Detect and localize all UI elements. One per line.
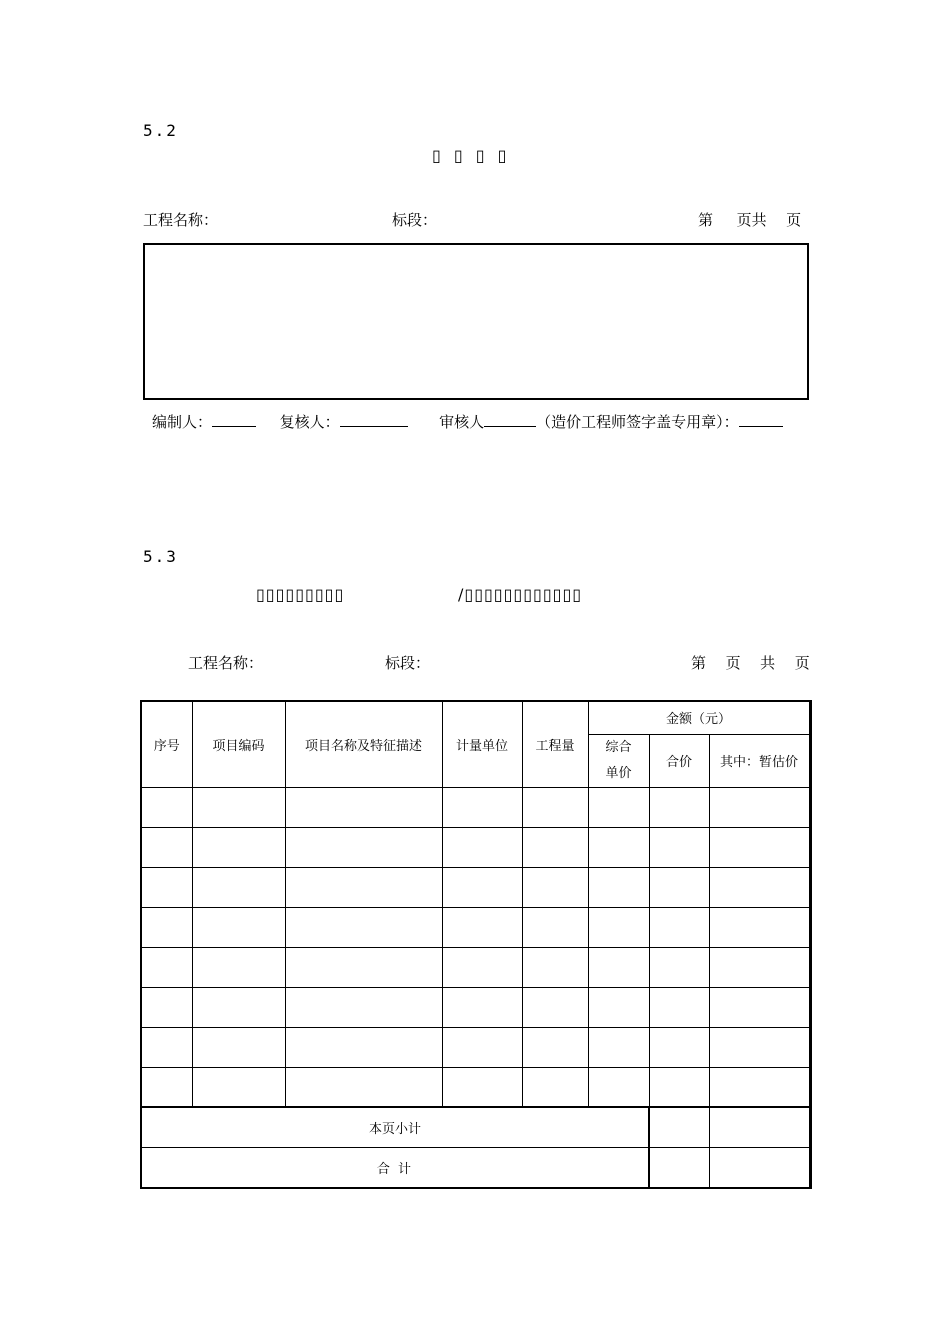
table-cell[interactable] (588, 867, 649, 907)
table-cell[interactable] (442, 907, 522, 947)
compiler-field[interactable] (212, 412, 256, 427)
header-total-price: 合价 (649, 734, 709, 787)
table-cell[interactable] (285, 907, 442, 947)
table-cell[interactable] (709, 1067, 810, 1107)
header-name: 项目名称及特征描述 (285, 701, 442, 787)
auditor-field[interactable] (484, 412, 536, 427)
table-cell[interactable] (709, 787, 810, 827)
table-row (141, 1027, 810, 1067)
table-cell[interactable] (649, 787, 709, 827)
total-label: 合 计 (141, 1147, 649, 1188)
subtotal-total-cell[interactable] (649, 1107, 709, 1147)
header-amount-group: 金额（元） (588, 701, 810, 734)
table-cell[interactable] (442, 867, 522, 907)
table-cell[interactable] (522, 1027, 588, 1067)
table-cell[interactable] (442, 827, 522, 867)
header-unit-price-line2: 单价 (605, 765, 632, 781)
page-label-di: 第 (698, 211, 714, 229)
total-row (141, 1147, 810, 1188)
subtotal-label: 本页小计 (141, 1107, 649, 1147)
table-cell[interactable] (649, 1027, 709, 1067)
table-cell[interactable] (522, 827, 588, 867)
table-cell[interactable] (649, 947, 709, 987)
table-row (141, 787, 810, 827)
table-cell[interactable] (522, 987, 588, 1027)
reviewer-field[interactable] (340, 412, 408, 427)
page-label-ye: 页 (786, 211, 802, 229)
table-cell[interactable] (649, 867, 709, 907)
table-cell[interactable] (588, 1027, 649, 1067)
table-row (141, 907, 810, 947)
table-cell[interactable] (522, 947, 588, 987)
table-cell[interactable] (709, 907, 810, 947)
table-cell[interactable] (192, 947, 285, 987)
table-cell[interactable] (649, 1067, 709, 1107)
section-title-5-3-left: ▯▯▯▯▯▯▯▯▯ (256, 585, 345, 604)
table-cell[interactable] (192, 1027, 285, 1067)
table-cell[interactable] (141, 907, 192, 947)
reviewer-label: 复核人： (279, 413, 340, 431)
total-provisional-cell[interactable] (709, 1147, 810, 1188)
table-row (141, 1067, 810, 1107)
section-number-5-3: 5.3 (143, 547, 178, 566)
table-cell[interactable] (192, 827, 285, 867)
table-cell[interactable] (588, 787, 649, 827)
section-title-5-2: ▯ ▯ ▯ ▯ (432, 146, 511, 165)
table-cell[interactable] (285, 987, 442, 1027)
table-cell[interactable] (709, 987, 810, 1027)
header-unit-price-line1: 综合 (605, 739, 632, 755)
table-cell[interactable] (522, 907, 588, 947)
table-cell[interactable] (649, 827, 709, 867)
table-cell[interactable] (588, 987, 649, 1027)
table-row (141, 867, 810, 907)
table-cell[interactable] (649, 907, 709, 947)
table-cell[interactable] (141, 1027, 192, 1067)
table-cell[interactable] (141, 947, 192, 987)
header-qty: 工程量 (522, 701, 588, 787)
seal-field[interactable] (739, 412, 783, 427)
header-unit: 计量单位 (442, 701, 522, 787)
table-cell[interactable] (285, 827, 442, 867)
page-label-ye-gong: 页共 (736, 211, 767, 229)
section-title-5-3-right: /▯▯▯▯▯▯▯▯▯▯▯▯ (458, 585, 583, 604)
header-unit-price (588, 734, 649, 787)
table-cell[interactable] (192, 867, 285, 907)
table-cell[interactable] (285, 947, 442, 987)
header-seq: 序号 (141, 701, 192, 787)
compiler-label: 编制人： (152, 413, 213, 431)
table-cell[interactable] (649, 987, 709, 1027)
description-box[interactable] (143, 243, 809, 400)
bill-of-quantities-table (140, 700, 812, 1189)
table-cell[interactable] (192, 787, 285, 827)
subtotal-row (141, 1107, 810, 1147)
table-header-row-1 (141, 701, 810, 734)
table-cell[interactable] (588, 827, 649, 867)
header-code: 项目编码 (192, 701, 285, 787)
table-cell[interactable] (192, 907, 285, 947)
project-name-label-2: 工程名称： (188, 654, 264, 672)
table-cell[interactable] (442, 787, 522, 827)
table-cell[interactable] (709, 827, 810, 867)
auditor-label: 审核人 (439, 413, 485, 431)
table-cell[interactable] (588, 947, 649, 987)
table-cell[interactable] (442, 1027, 522, 1067)
table-cell[interactable] (588, 1067, 649, 1107)
signature-line (152, 411, 783, 432)
table-cell[interactable] (141, 827, 192, 867)
table-cell[interactable] (141, 787, 192, 827)
table-cell[interactable] (141, 987, 192, 1027)
total-total-cell[interactable] (649, 1147, 709, 1188)
table-cell[interactable] (522, 1067, 588, 1107)
table-cell[interactable] (285, 867, 442, 907)
page-label-di-2: 第 (691, 654, 707, 672)
auditor-note: （造价工程师签字盖专用章）： (536, 413, 739, 431)
table-cell[interactable] (192, 987, 285, 1027)
table-cell[interactable] (709, 1027, 810, 1067)
lot-label-2: 标段： (385, 654, 431, 672)
subtotal-provisional-cell[interactable] (709, 1107, 810, 1147)
project-name-label: 工程名称： (143, 211, 219, 229)
table-cell[interactable] (442, 1067, 522, 1107)
table-cell[interactable] (442, 947, 522, 987)
table-cell[interactable] (141, 867, 192, 907)
section-number-5-2: 5.2 (143, 121, 178, 140)
table-cell[interactable] (192, 1067, 285, 1107)
table-cell[interactable] (522, 867, 588, 907)
table-row (141, 987, 810, 1027)
table-row (141, 947, 810, 987)
header-provisional: 其中：暂估价 (709, 734, 810, 787)
page-label-ye-3: 页 (794, 654, 810, 672)
page-number-label (698, 209, 801, 230)
table-row (141, 827, 810, 867)
table-cell[interactable] (285, 1067, 442, 1107)
lot-label: 标段： (392, 211, 438, 229)
table-cell[interactable] (522, 787, 588, 827)
page-label-ye-2: 页 (725, 654, 741, 672)
table-cell[interactable] (141, 1067, 192, 1107)
table-cell[interactable] (442, 987, 522, 1027)
table-cell[interactable] (709, 867, 810, 907)
page-number-label-2 (691, 652, 810, 673)
table-cell[interactable] (588, 907, 649, 947)
page-label-gong-2: 共 (760, 654, 776, 672)
table-cell[interactable] (285, 1027, 442, 1067)
table-cell[interactable] (709, 947, 810, 987)
table-cell[interactable] (285, 787, 442, 827)
